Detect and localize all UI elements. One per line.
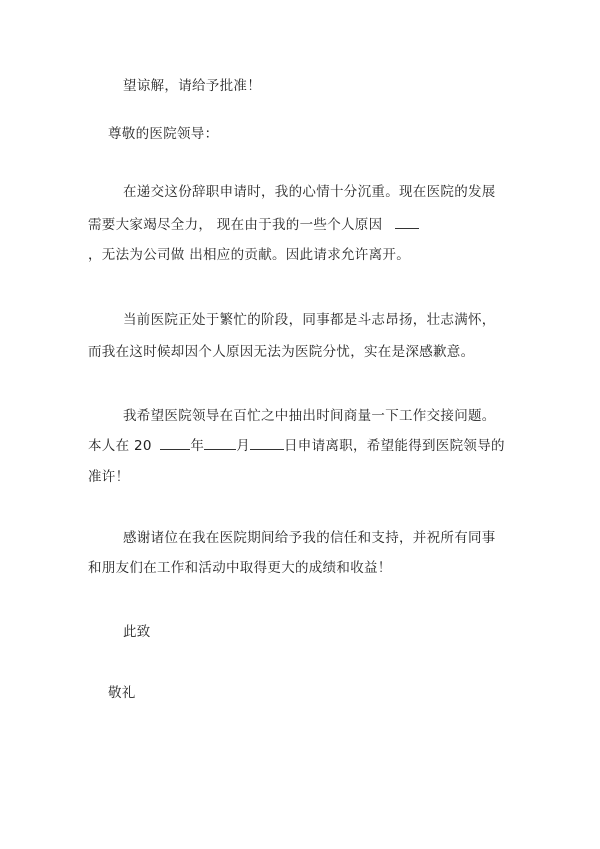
text-line	[88, 214, 419, 235]
salutation: 尊敬的医院领导：	[108, 126, 219, 142]
text-segment: 月	[236, 438, 250, 454]
text-line: 感谢诸位在我在医院期间给予我的信任和支持，并祝所有同事	[123, 530, 496, 546]
text-line: 在递交这份辞职申请时，我的心情十分沉重。现在医院的发展	[123, 184, 496, 200]
text-line	[88, 435, 505, 456]
text-line: 而我在这时候却因个人原因无法为医院分忧，实在是深感歉意。	[88, 344, 475, 360]
text-segment: 需要大家竭尽全力， 现在由于我的一些个人原因	[88, 217, 383, 233]
month-blank	[204, 435, 236, 450]
text-line: 当前医院正处于繁忙的阶段，同事都是斗志昂扬，壮志满怀，	[123, 312, 496, 328]
text-segment: 本人在 20	[88, 438, 152, 454]
text-line: 准许！	[88, 469, 130, 485]
text-line: 我希望医院领导在百忙之中抽出时间商量一下工作交接问题。	[123, 408, 496, 424]
day-blank	[250, 435, 284, 450]
closing-line: 此致	[123, 624, 151, 640]
text-segment: 年	[190, 438, 205, 454]
year-blank	[160, 435, 190, 450]
text-line: 和朋友们在工作和活动中取得更大的成绩和收益！	[88, 560, 392, 576]
text-segment: 日申请离职，希望能得到医院领导的	[284, 438, 505, 454]
text-line: ，无法为公司做 出相应的贡献。因此请求允许离开。	[88, 247, 410, 263]
text-line: 望谅解，请给予批准！	[123, 78, 261, 94]
closing-line: 敬礼	[108, 685, 136, 701]
fill-in-blank	[395, 214, 419, 229]
